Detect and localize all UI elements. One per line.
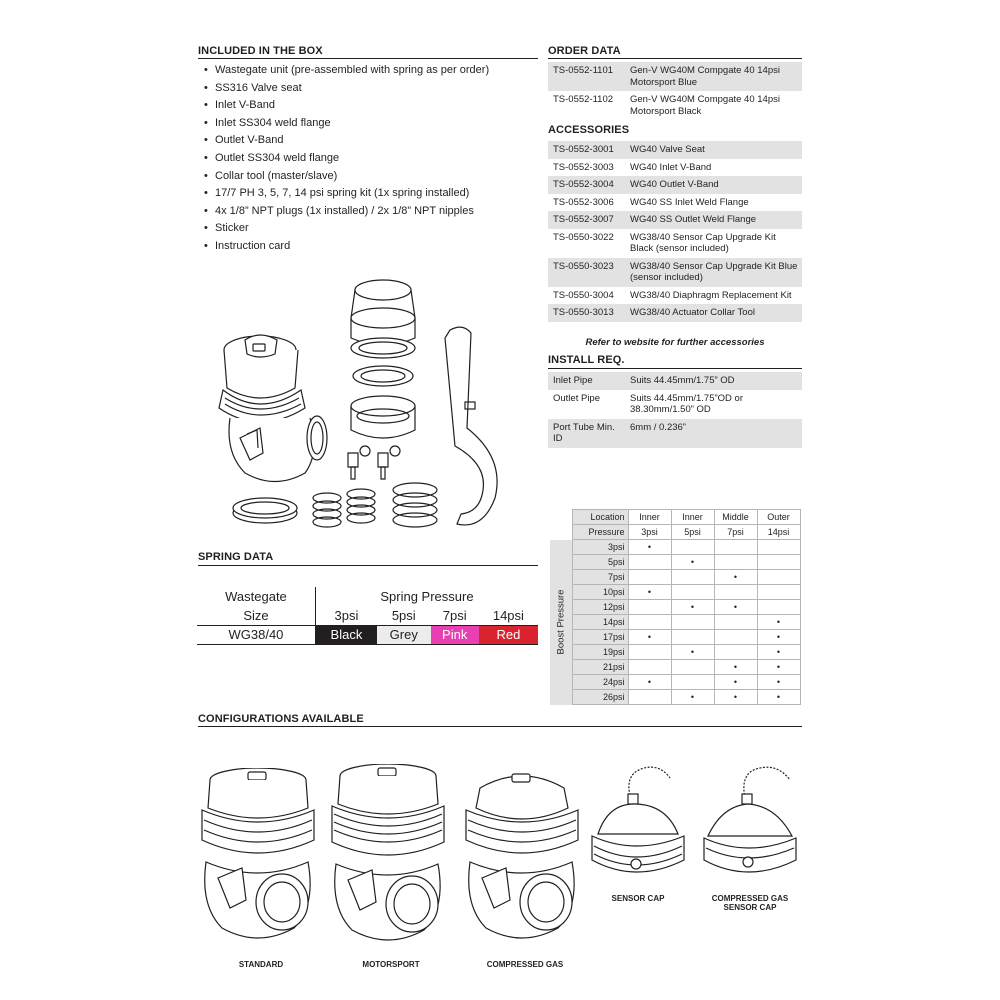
boost-empty-cell (628, 555, 671, 570)
boost-row (550, 615, 800, 630)
part-description: WG40 Outlet V-Band (626, 176, 802, 194)
install-label: Outlet Pipe (553, 392, 600, 404)
included-item: • Sticker (204, 220, 504, 238)
boost-value: 7psi (572, 570, 628, 585)
boost-empty-cell (714, 540, 757, 555)
boost-empty-cell (671, 570, 714, 585)
boost-side-label (550, 540, 572, 705)
included-title: INCLUDED IN THE BOX (198, 45, 323, 57)
included-item: • Outlet SS304 weld flange (204, 150, 504, 168)
boost-mark: • (628, 585, 671, 600)
boost-empty-cell (671, 630, 714, 645)
spring-size-label-2: Size (197, 606, 315, 625)
boost-mark: • (757, 630, 800, 645)
boost-empty-cell (671, 660, 714, 675)
install-label: Port Tube Min. ID (548, 419, 626, 448)
included-item: • Inlet V-Band (204, 97, 504, 115)
spring-model: WG38/40 (197, 625, 315, 644)
install-row (548, 419, 802, 448)
boost-empty-cell (671, 585, 714, 600)
part-description: WG38/40 Sensor Cap Upgrade Kit Blue (sensor included) (626, 258, 802, 287)
spring-color-swatch: Black (315, 625, 377, 644)
boost-spring-pressure: 14psi (757, 525, 800, 540)
boost-value: 24psi (572, 675, 628, 690)
config-motorsport-illustration (326, 764, 456, 954)
boost-side-label-text: Boost Pressure (555, 589, 567, 655)
included-item: • SS316 Valve seat (204, 80, 504, 98)
install-row (548, 390, 802, 419)
boost-spring-pressure: 3psi (628, 525, 671, 540)
boost-mark: • (628, 630, 671, 645)
boost-spring-pressure: 5psi (671, 525, 714, 540)
spring-color-swatch: Pink (431, 625, 479, 644)
part-description: WG40 SS Inlet Weld Flange (630, 196, 749, 208)
included-item: • Collar tool (master/slave) (204, 168, 504, 186)
included-item: • Wastegate unit (pre-assembled with spring as per order) (204, 62, 504, 80)
part-description: WG40 Inlet V-Band (630, 161, 712, 173)
config-standard-illustration (196, 768, 326, 953)
boost-mark: • (628, 540, 671, 555)
boost-mark: • (757, 660, 800, 675)
config-compressed-gas-caption: COMPRESSED GAS (486, 960, 564, 969)
accessories-row (548, 229, 802, 258)
boost-value: 21psi (572, 660, 628, 675)
boost-mark: • (671, 645, 714, 660)
boost-empty-cell (757, 540, 800, 555)
boost-empty-cell (714, 585, 757, 600)
order-table (548, 62, 802, 120)
boost-empty-cell (757, 600, 800, 615)
exploded-product-illustration (205, 268, 535, 538)
order-row (548, 62, 802, 91)
install-rule (548, 368, 802, 369)
boost-value: 14psi (572, 615, 628, 630)
configurations-title: CONFIGURATIONS AVAILABLE (198, 713, 364, 725)
boost-row (550, 570, 800, 585)
boost-empty-cell (671, 615, 714, 630)
boost-row (550, 690, 800, 705)
install-value: Suits 44.45mm/1.75” OD (626, 372, 802, 390)
boost-row (550, 585, 800, 600)
boost-value: 12psi (572, 600, 628, 615)
boost-location: Middle (714, 510, 757, 525)
part-description: Gen-V WG40M Compgate 40 14psi Motorsport Blue (626, 62, 802, 91)
spring-size-label: Wastegate (197, 587, 315, 606)
included-item: • Outlet V-Band (204, 132, 504, 150)
accessories-row (548, 287, 802, 305)
config-sensor-cap-caption: SENSOR CAP (611, 894, 665, 903)
included-rule (198, 58, 538, 59)
spring-table (197, 587, 538, 645)
boost-pressure-row (550, 525, 800, 540)
part-number: TS-0550-3013 (548, 304, 626, 322)
part-description: WG38/40 Diaphragm Replacement Kit (630, 289, 792, 301)
config-compressed-gas-sensor-cap-caption: COMPRESSED GAS SENSOR CAP (711, 894, 789, 912)
spring-rule (198, 565, 538, 566)
boost-mark: • (714, 675, 757, 690)
part-number: TS-0552-3001 (548, 141, 626, 159)
boost-spring-pressure: 7psi (714, 525, 757, 540)
config-compressed-gas-illustration (460, 768, 590, 953)
boost-empty-cell (757, 585, 800, 600)
config-sensor-cap-illustration (588, 764, 688, 889)
spring-pressure-label: Spring Pressure (380, 589, 474, 604)
boost-value: 17psi (572, 630, 628, 645)
boost-value: 19psi (572, 645, 628, 660)
spring-psi: 3psi (334, 607, 359, 623)
boost-mark: • (714, 690, 757, 705)
config-motorsport-caption: MOTORSPORT (362, 960, 420, 969)
spring-psi: 5psi (391, 607, 416, 623)
boost-location: Inner (628, 510, 671, 525)
part-number: TS-0552-3007 (548, 211, 626, 229)
boost-location: Inner (671, 510, 714, 525)
boost-empty-cell (628, 600, 671, 615)
boost-location-label: Location (572, 510, 628, 525)
part-description: WG40 SS Outlet Weld Flange (626, 211, 802, 229)
included-list (204, 62, 504, 256)
boost-value: 3psi (572, 540, 628, 555)
configurations-rule (198, 726, 802, 727)
included-item: • Instruction card (204, 238, 504, 256)
config-compressed-gas-sensor-cap-illustration (700, 764, 800, 889)
part-number: TS-0552-3004 (548, 176, 626, 194)
boost-value: 5psi (572, 555, 628, 570)
accessories-row (548, 194, 802, 212)
boost-empty-cell (714, 645, 757, 660)
boost-mark: • (757, 615, 800, 630)
boost-empty-cell (714, 555, 757, 570)
boost-empty-cell (671, 675, 714, 690)
accessories-title: ACCESSORIES (548, 124, 630, 136)
boost-pressure-label: Pressure (572, 525, 628, 540)
accessories-row (548, 304, 802, 322)
part-number: TS-0552-3006 (553, 196, 614, 208)
boost-empty-cell (714, 615, 757, 630)
part-description: WG38/40 Actuator Collar Tool (626, 304, 802, 322)
boost-empty-cell (714, 630, 757, 645)
boost-row (550, 600, 800, 615)
part-number: TS-0550-3004 (553, 289, 614, 301)
spring-psi: 7psi (442, 607, 467, 623)
boost-row (550, 555, 800, 570)
boost-mark: • (628, 675, 671, 690)
install-title: INSTALL REQ. (548, 354, 625, 366)
boost-mark: • (757, 675, 800, 690)
boost-empty-cell (628, 615, 671, 630)
boost-mark: • (757, 690, 800, 705)
boost-empty-cell (757, 570, 800, 585)
accessories-note: Refer to website for further accessories (585, 337, 765, 348)
part-number: TS-0552-3003 (553, 161, 614, 173)
accessories-row (548, 211, 802, 229)
boost-empty-cell (628, 660, 671, 675)
boost-mark: • (757, 645, 800, 660)
boost-mark: • (714, 660, 757, 675)
boost-row (550, 645, 800, 660)
boost-mark: • (671, 690, 714, 705)
boost-mark: • (714, 600, 757, 615)
included-item: • 4x 1/8” NPT plugs (1x installed) / 2x 1/8” NPT nipples (204, 203, 504, 221)
spring-title: SPRING DATA (198, 551, 274, 563)
boost-row (550, 630, 800, 645)
boost-corner (550, 525, 572, 540)
boost-empty-cell (757, 555, 800, 570)
part-description: WG38/40 Sensor Cap Upgrade Kit Black (sensor included) (630, 231, 776, 254)
order-rule (548, 58, 802, 59)
boost-row (550, 540, 800, 555)
install-value: 6mm / 0.236” (626, 419, 802, 448)
accessories-table (548, 141, 802, 322)
boost-location-row (550, 510, 800, 525)
accessories-row (548, 176, 802, 194)
boost-mark: • (671, 600, 714, 615)
boost-value: 26psi (572, 690, 628, 705)
part-number: TS-0552-1102 (553, 94, 614, 105)
included-item: • 17/7 PH 3, 5, 7, 14 psi spring kit (1x spring installed) (204, 185, 504, 203)
install-value: Suits 44.45mm/1.75”OD or 38.30mm/1.50” OD (630, 392, 743, 415)
accessories-row (548, 141, 802, 159)
boost-table (550, 509, 801, 705)
spring-color-swatch: Red (479, 625, 538, 644)
order-row (548, 91, 802, 120)
boost-mark: • (671, 555, 714, 570)
boost-value: 10psi (572, 585, 628, 600)
install-row (548, 372, 802, 390)
part-description: Gen-V WG40M Compgate 40 14psi Motorsport Black (630, 94, 780, 117)
part-number: TS-0550-3023 (548, 258, 626, 287)
spring-psi: 14psi (492, 607, 524, 623)
part-description: WG40 Valve Seat (626, 141, 802, 159)
accessories-row (548, 159, 802, 177)
boost-empty-cell (628, 690, 671, 705)
order-title: ORDER DATA (548, 45, 621, 57)
part-number: TS-0552-1101 (548, 62, 626, 91)
boost-empty-cell (671, 540, 714, 555)
included-item: • Inlet SS304 weld flange (204, 115, 504, 133)
boost-row (550, 660, 800, 675)
config-standard-caption: STANDARD (238, 960, 284, 969)
accessories-row (548, 258, 802, 287)
spring-color-swatch: Grey (377, 625, 431, 644)
boost-location: Outer (757, 510, 800, 525)
boost-empty-cell (628, 570, 671, 585)
boost-corner (550, 510, 572, 525)
part-number: TS-0550-3022 (553, 231, 614, 243)
boost-row (550, 675, 800, 690)
install-table (548, 372, 802, 448)
install-label: Inlet Pipe (548, 372, 626, 390)
boost-mark: • (714, 570, 757, 585)
boost-empty-cell (628, 645, 671, 660)
